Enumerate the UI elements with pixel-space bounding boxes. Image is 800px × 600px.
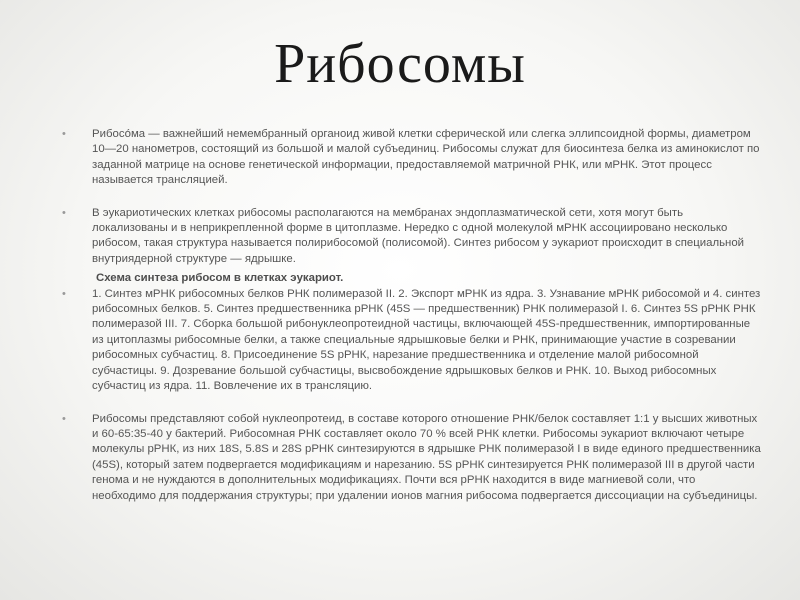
bullet-icon: • [62, 128, 66, 140]
slide-title: Рибосомы [274, 33, 526, 95]
paragraph-text: 1. Синтез мРНК рибосомных белков РНК полимеразой II. 2. Экспорт мРНК из ядра. 3. Узнавание мРНК рибосомой и 4. синтез рибосомных белков. 5. Синтез предшественника рРНК (45S — предшественник) РНК полимеразой I. 6. Синтез 5S рРНК РНК полимеразой III. 7. Сборка большой рибонуклеопротеидной частицы, включающей 45S-предшественник, импортированные из цитоплазмы рибосомные белки, а также специальные ядрышковые белки и РНК, принимающие участие в созревании рибосомных субчастиц. 8. Присоединение 5S рРНК, нарезание предшественника и отделение малой рибосомной субчастицы. 9. Дозревание большой субчастицы, высвобождение ядрышковых белков и РНК. 10. Выход рибосомных субчастиц из ядра. 11. Вовлечение их в трансляцию. [92, 287, 761, 393]
paragraph-text: В эукариотических клетках рибосомы располагаются на мембранах эндоплазматической сети, хотя могут быть локализованы и в неприкрепленной форме в цитоплазме. Нередко с одной молекулой мРНК ассоциировано несколько рибосом, такая структура называется полирибосомой (полисомой). Синтез рибосом у эукариот происходит в специальной внутриядерной структуре — ядрышке. [92, 206, 745, 265]
bullet-paragraph-location [62, 206, 762, 268]
scheme-heading: Схема синтеза рибосом в клетках эукариот. [96, 272, 344, 285]
bullet-icon: • [62, 206, 66, 219]
paragraph-text: Рибосомы представляют собой нуклеопротеид, в составе которого отношение РНК/белок составляет 1:1 у высших животных и 60-65:35-40 у бактерий. Рибосомная РНК составляет около 70 % всей РНК клетки. Рибосомы эукариот включают четыре молекулы рРНК, из них 18S, 5.8S и 28S рРНК синтезируются в ядрышке РНК полимеразой I в виде единого предшественника (45S), который затем подвергается модификациям и нарезанию. 5S рРНК синтезируется РНК полимеразой III в другой части генома и не нуждаются в дополнительных модификациях. Почти вся рРНК находится в виде магниевой соли, что необходимо для поддержания структуры; при удалении ионов магния рибосома подвергается диссоциации на субъединицы. [92, 412, 761, 502]
bullet-paragraph-definition [62, 127, 762, 189]
bullet-paragraph-scheme [62, 287, 762, 395]
bullet-icon: • [62, 412, 66, 425]
bullet-paragraph-composition [62, 412, 762, 504]
paragraph-text: Рибосо́ма — важнейший немембранный органоид живой клетки сферической или слегка эллипсоидной формы, диаметром 10—20 нанометров, состоящий из большой и малой субъединиц. Рибосомы служат для биосинтеза белка из аминокислот по заданной матрице на основе генетической информации, предоставляемой матричной РНК, или мРНК. Этот процесс называется трансляцией. [92, 128, 760, 187]
slide-body [62, 127, 762, 504]
bullet-icon: • [62, 287, 66, 300]
